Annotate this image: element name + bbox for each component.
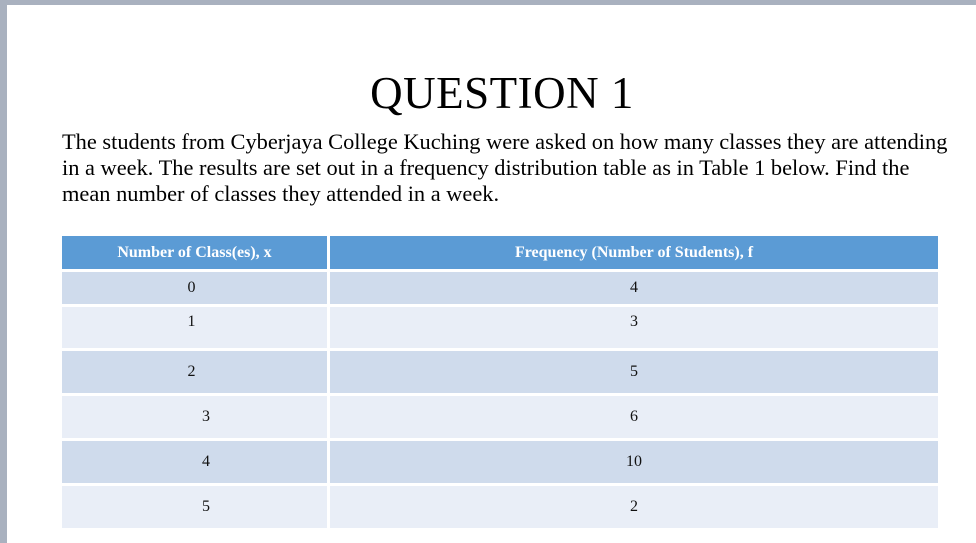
cell-x [62, 486, 330, 531]
cell-x-value: 5 [202, 498, 210, 515]
cell-x [62, 396, 330, 441]
cell-f [330, 441, 938, 486]
cell-x [62, 307, 330, 351]
table-row [62, 307, 938, 351]
header-number-of-classes: Number of Class(es), x [62, 236, 330, 272]
cell-x-value: 4 [202, 453, 210, 470]
cell-x-value: 3 [202, 408, 210, 425]
cell-f-value: 4 [630, 279, 638, 296]
cell-x-value: 1 [187, 313, 196, 330]
cell-f-value: 10 [626, 453, 642, 470]
cell-f [330, 486, 938, 531]
cell-f-value: 3 [630, 313, 638, 330]
table-row [62, 441, 938, 486]
cell-f [330, 307, 938, 351]
header-frequency: Frequency (Number of Students), f [330, 236, 938, 272]
cell-f-value: 5 [630, 363, 638, 380]
cell-f [330, 396, 938, 441]
cell-x [62, 351, 330, 396]
cell-x [62, 272, 330, 307]
slide [7, 5, 976, 543]
table-header-row [62, 236, 938, 272]
window-left-border [0, 0, 7, 543]
cell-x-value: 0 [187, 279, 196, 296]
table-row [62, 351, 938, 396]
cell-x-value: 2 [187, 363, 196, 380]
question-text: The students from Cyberjaya College Kuching were asked on how many classes they are attending in a week. The results are set out in a frequency distribution table as in Table 1 below. Find the mean number of classes they attended in a week. [62, 129, 948, 206]
cell-f-value: 6 [630, 408, 638, 425]
slide-title: QUESTION 1 [370, 68, 634, 118]
cell-f-value: 2 [630, 498, 638, 515]
table-row [62, 272, 938, 307]
cell-x [62, 441, 330, 486]
cell-f [330, 351, 938, 396]
frequency-table [62, 236, 938, 531]
table-row [62, 486, 938, 531]
cell-f [330, 272, 938, 307]
table-row [62, 396, 938, 441]
